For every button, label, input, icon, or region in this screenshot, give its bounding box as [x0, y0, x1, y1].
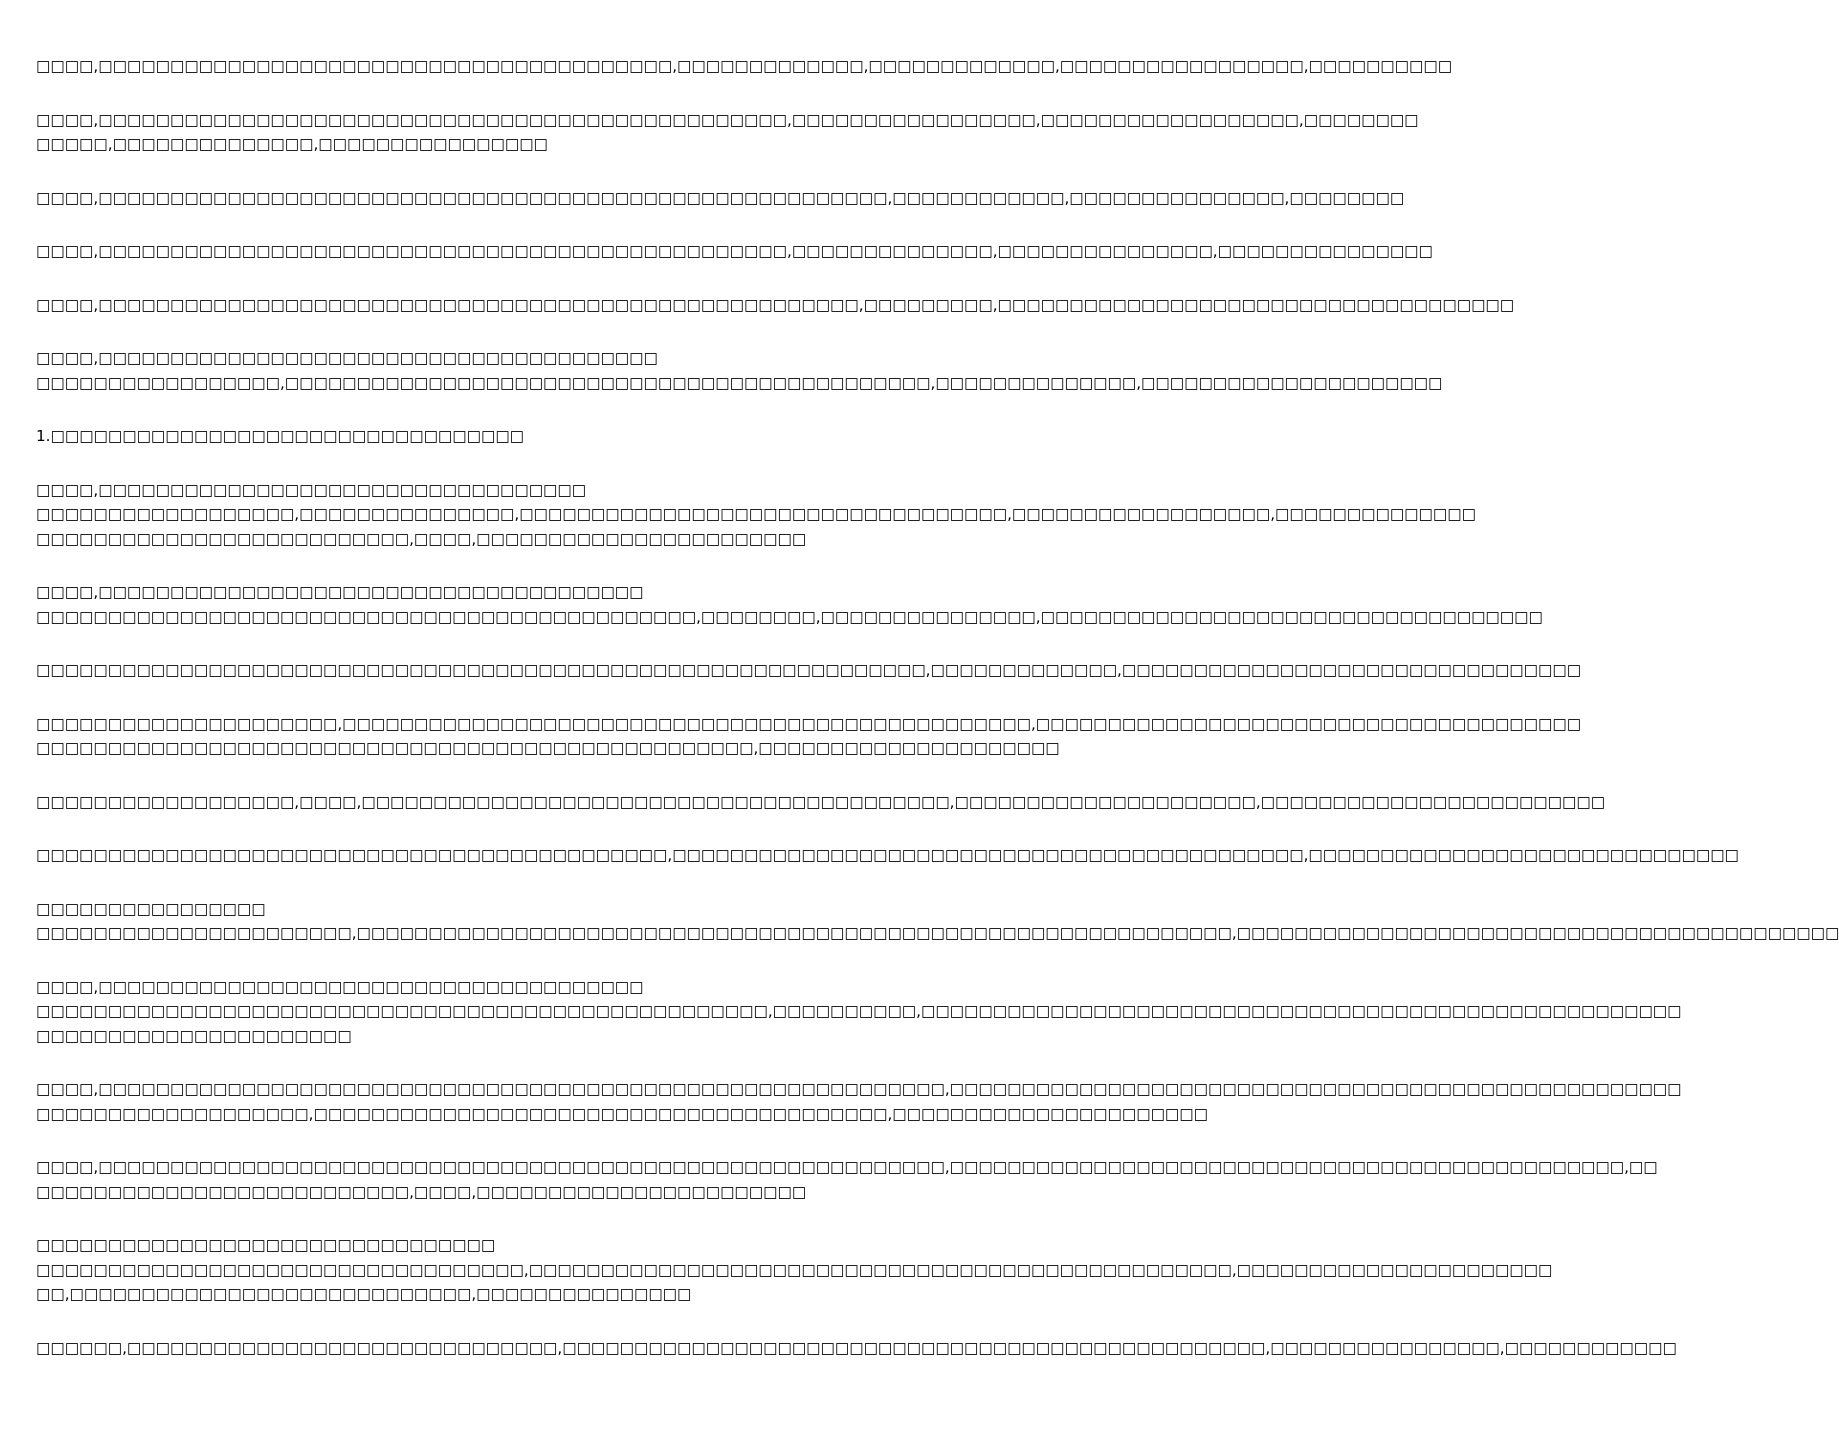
paragraph: [36, 975, 1682, 1049]
paragraph: [36, 293, 1515, 318]
text-line: □□□□,□□□□□□□□□□□□□□□□□□□□□□□□□□□□□□□□□□□□□□□□□□□□□□□□,□□□□□□□□□□□□□□□□□,□□□□□□□□□□□□□□□□□□,□□□□□□□□: [36, 110, 1419, 129]
text-line: □□,□□□□□□□□□□□□□□□□□□□□□□□□□□□□,□□□□□□□□□□□□□□□: [36, 1285, 692, 1303]
text-line: □□□□□,□□□□□□□□□□□□□□,□□□□□□□□□□□□□□□□: [36, 135, 548, 153]
text-line: □□□□,□□□□□□□□□□□□□□□□□□□□□□□□□□□□□□□□□□□□□□□□,□□□□□□□□□□□□□,□□□□□□□□□□□□□,□□□□□□□□□□□□□□□□□,□□□□□□□□□□: [36, 57, 1453, 75]
paragraph: [36, 1155, 1658, 1204]
text-line: □□□□,□□□□□□□□□□□□□□□□□□□□□□□□□□□□□□□□□□□□□□: [36, 977, 644, 996]
paragraph: [36, 186, 1405, 211]
paragraph: [36, 1077, 1682, 1126]
text-line: □□□□□□□□□□□□□□□□□□□,□□□□□□□□□□□□□□□□□□□□□□□□□□□□□□□□□□□□□□□□,□□□□□□□□□□□□□□□□□□□□□□: [36, 1104, 1208, 1123]
paragraph: [36, 1233, 1553, 1307]
text-line: □□□□□□□□□□□□□□□□□□□□□□: [36, 1026, 352, 1045]
text-line: □□□□□□□□□□□□□□□□□□□□□,□□□□□□□□□□□□□□□□□□□□□□□□□□□□□□□□□□□□□□□□□□□□□□□□,□□□□□□□□□□□□□□□□□□□□□□□□□□□□□□□□□□□□□□: [36, 714, 1582, 733]
text-line: □□□□□□□□□□□□□□□□□□□□□□,□□□□□□□□□□□□□□□□□□□□□□□□□□□□□□□□□□□□□□□□□□□□□□□□□□□□□□□□□□□□□,□□□□□□□□□□□□□□□□□□□□□□□□□□□□□□□□□□□□□□□□□□: [36, 924, 1839, 942]
text-line: □□□□□□□□□□□□□□□□□□,□□□□□□□□□□□□□□□,□□□□□□□□□□□□□□□□□□□□□□□□□□□□□□□□□□,□□□□□□□□□□□□□□□□□□,□□□□□□□□□□□□□□: [36, 505, 1476, 523]
text-line: □□□□□□,□□□□□□□□□□□□□□□□□□□□□□□□□□□□□□,□□□□□□□□□□□□□□□□□□□□□□□□□□□□□□□□□□□□□□□□□□□□□□□□□,□□□□□□□□□□□□□□□□,□□□□□□□□□□□□: [36, 1338, 1677, 1357]
paragraph: [36, 478, 1476, 552]
text-line: □□□□,□□□□□□□□□□□□□□□□□□□□□□□□□□□□□□□□□□□□□□□□□□□□□□□□□□□□□□□□□□□,□□□□□□□□□□□□□□□□□□□□□□□□□□□□□□□□□□□□□□□□□□□□□□□,□□: [36, 1158, 1658, 1176]
text-line: □□□□□□□□□□□□□□□□□□,□□□□,□□□□□□□□□□□□□□□□□□□□□□□□□□□□□□□□□□□□□□□□□,□□□□□□□□□□□□□□□□□□□□□,□□□□□□□□□□□□□□□□□□□□□□□□: [36, 792, 1606, 811]
paragraph: [36, 712, 1582, 761]
text-line: □□□□,□□□□□□□□□□□□□□□□□□□□□□□□□□□□□□□□□□□□□□□: [36, 349, 658, 367]
text-line: □□□□□□□□□□□□□□□□□□□□□□□□□□□□□□□□□□□□□□□□□□□□□□□□□□□,□□□□□□□□□□,□□□□□□□□□□□□□□□□□□□□□□□□□□□□□□□□□□□□□□□□□□□□□□□□□□□□□: [36, 1002, 1682, 1020]
text-line: □□□□□□□□□□□□□□□□□□□□□□□□□□□□□□□□□□□□□□□□□□□□□□,□□□□□□□□,□□□□□□□□□□□□□□□,□□□□□□□□□□□□□□□□□□□□□□□□□□□□□□□□□□□: [36, 607, 1543, 626]
paragraph: [36, 790, 1606, 815]
paragraph: [36, 843, 1739, 868]
paragraph: [36, 239, 1433, 264]
document-body: [36, 54, 1839, 1389]
text-line: □□□□□□□□□□□□□□□□□□□□□□□□□□,□□□□,□□□□□□□□□□□□□□□□□□□□□□□: [36, 1182, 807, 1201]
paragraph: [36, 897, 1839, 946]
paragraph: [36, 54, 1453, 79]
text-line: □□□□,□□□□□□□□□□□□□□□□□□□□□□□□□□□□□□□□□□□□□□: [36, 583, 644, 601]
paragraph: [36, 108, 1419, 157]
paragraph: [36, 1336, 1677, 1361]
text-line: □□□□□□□□□□□□□□□□□,□□□□□□□□□□□□□□□□□□□□□□□□□□□□□□□□□□□□□□□□□□□□□,□□□□□□□□□□□□□□,□□□□□□□□□□□□□□□□□□□□□: [36, 373, 1443, 392]
text-line: 1.□□□□□□□□□□□□□□□□□□□□□□□□□□□□□□□□□: [36, 427, 525, 445]
text-line: □□□□,□□□□□□□□□□□□□□□□□□□□□□□□□□□□□□□□□□□□□□□□□□□□□□□□□□□□□□□□□□□,□□□□□□□□□□□□□□□□□□□□□□□□□□□□□□□□□□□□□□□□□□□□□□□□□□□: [36, 1080, 1682, 1098]
text-line: □□□□□□□□□□□□□□□□□□□□□□□□□□□□□□□□□□□□□□□□□□□□,□□□□□□□□□□□□□□□□□□□□□□□□□□□□□□□□□□□□□□□□□□□□,□□□□□□□□□□□□□□□□□□□□□□□□□□□□□□: [36, 846, 1739, 864]
text-line: □□□□,□□□□□□□□□□□□□□□□□□□□□□□□□□□□□□□□□□□□□□□□□□□□□□□□,□□□□□□□□□□□□□□,□□□□□□□□□□□□□□□,□□□□□□□□□□□□□□□: [36, 242, 1433, 260]
text-line: □□□□,□□□□□□□□□□□□□□□□□□□□□□□□□□□□□□□□□□□□□□□□□□□□□□□□□□□□□□□,□□□□□□□□□□□□,□□□□□□□□□□□□□□□,□□□□□□□□: [36, 188, 1405, 207]
text-line: □□□□□□□□□□□□□□□□□□□□□□□□□□□□□□□□: [36, 1236, 496, 1254]
paragraph: [36, 658, 1582, 683]
text-line: □□□□□□□□□□□□□□□□: [36, 899, 266, 918]
text-line: □□□□□□□□□□□□□□□□□□□□□□□□□□□□□□□□□□□□□□□□□□□□□□□□□□□□□□□□□□□□□□,□□□□□□□□□□□□□,□□□□□□□□□□□□□□□□□□□□□□□□□□□□□□□□: [36, 661, 1582, 679]
paragraph: [36, 424, 988, 449]
text-line: □□□□,□□□□□□□□□□□□□□□□□□□□□□□□□□□□□□□□□□□□□□□□□□□□□□□□□□□□□,□□□□□□□□□,□□□□□□□□□□□□□□□□□□□□□□□□□□□□□□□□□□□□: [36, 295, 1515, 314]
text-line: □□□□,□□□□□□□□□□□□□□□□□□□□□□□□□□□□□□□□□□: [36, 480, 587, 499]
paragraph: [36, 580, 1543, 629]
paragraph: [36, 346, 1443, 395]
text-line: □□□□□□□□□□□□□□□□□□□□□□□□□□□□□□□□□□□□□□□□□□□□□□□□□□,□□□□□□□□□□□□□□□□□□□□□: [36, 739, 1060, 757]
text-line: □□□□□□□□□□□□□□□□□□□□□□□□□□□□□□□□□□,□□□□□□□□□□□□□□□□□□□□□□□□□□□□□□□□□□□□□□□□□□□□□□□□□,□□□□□□□□□□□□□□□□□□□□□□: [36, 1260, 1553, 1279]
text-line: □□□□□□□□□□□□□□□□□□□□□□□□□□,□□□□,□□□□□□□□□□□□□□□□□□□□□□□: [36, 529, 807, 548]
